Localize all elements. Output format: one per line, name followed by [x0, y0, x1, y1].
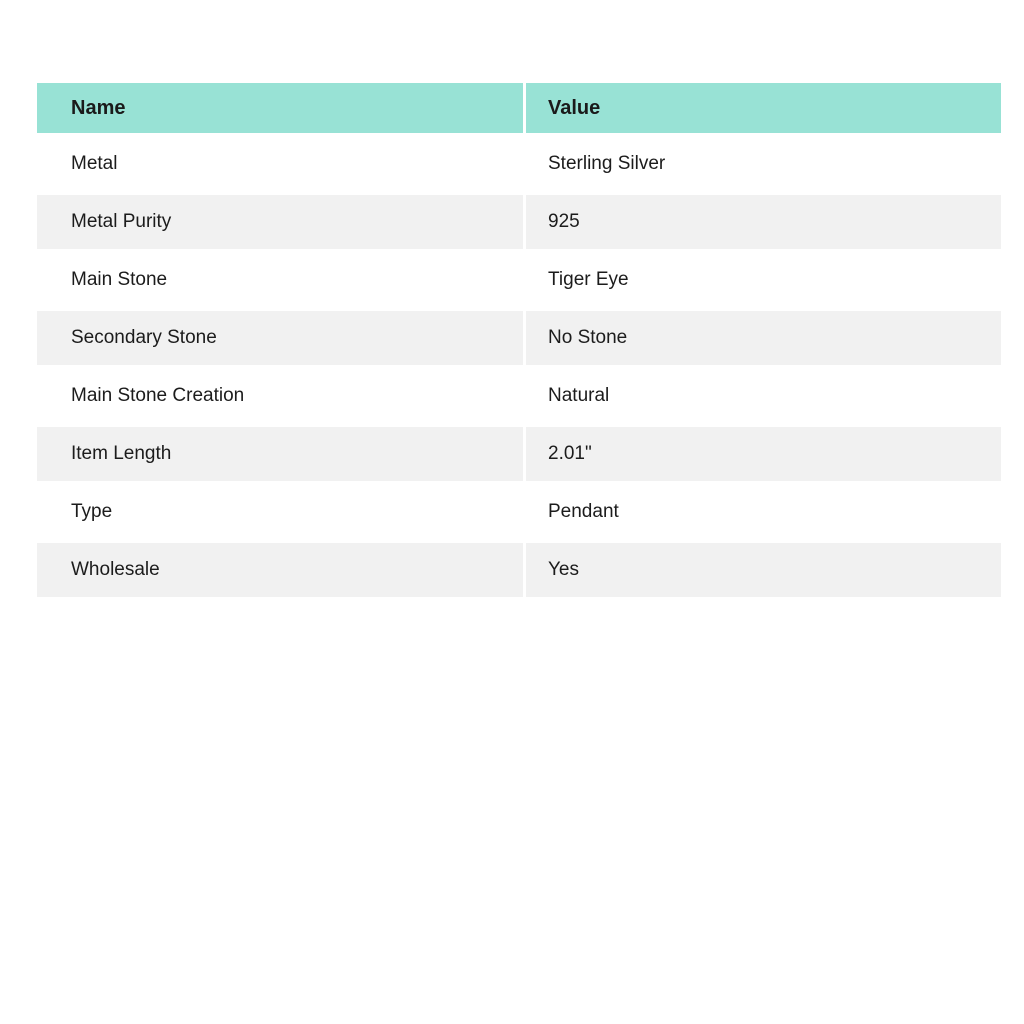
- table-row: [37, 307, 1001, 365]
- spec-name-cell: Secondary Stone: [37, 307, 523, 365]
- spec-value-cell: Natural: [523, 365, 1001, 423]
- column-header-value: Value: [523, 83, 1001, 133]
- table-row: [37, 191, 1001, 249]
- spec-name-cell: Wholesale: [37, 539, 523, 597]
- spec-value-cell: 925: [523, 191, 1001, 249]
- spec-name-cell: Main Stone: [37, 249, 523, 307]
- product-specs-table: [37, 83, 1001, 597]
- table-header-row: [37, 83, 1001, 133]
- spec-value-cell: Yes: [523, 539, 1001, 597]
- spec-name-cell: Metal: [37, 133, 523, 191]
- spec-value-cell: 2.01": [523, 423, 1001, 481]
- column-header-name: Name: [37, 83, 523, 133]
- table-row: [37, 539, 1001, 597]
- table-row: [37, 365, 1001, 423]
- spec-name-cell: Main Stone Creation: [37, 365, 523, 423]
- spec-name-cell: Type: [37, 481, 523, 539]
- spec-value-cell: No Stone: [523, 307, 1001, 365]
- table-row: [37, 133, 1001, 191]
- spec-name-cell: Item Length: [37, 423, 523, 481]
- table-row: [37, 249, 1001, 307]
- table-row: [37, 481, 1001, 539]
- spec-name-cell: Metal Purity: [37, 191, 523, 249]
- table-row: [37, 423, 1001, 481]
- spec-value-cell: Tiger Eye: [523, 249, 1001, 307]
- spec-value-cell: Sterling Silver: [523, 133, 1001, 191]
- spec-value-cell: Pendant: [523, 481, 1001, 539]
